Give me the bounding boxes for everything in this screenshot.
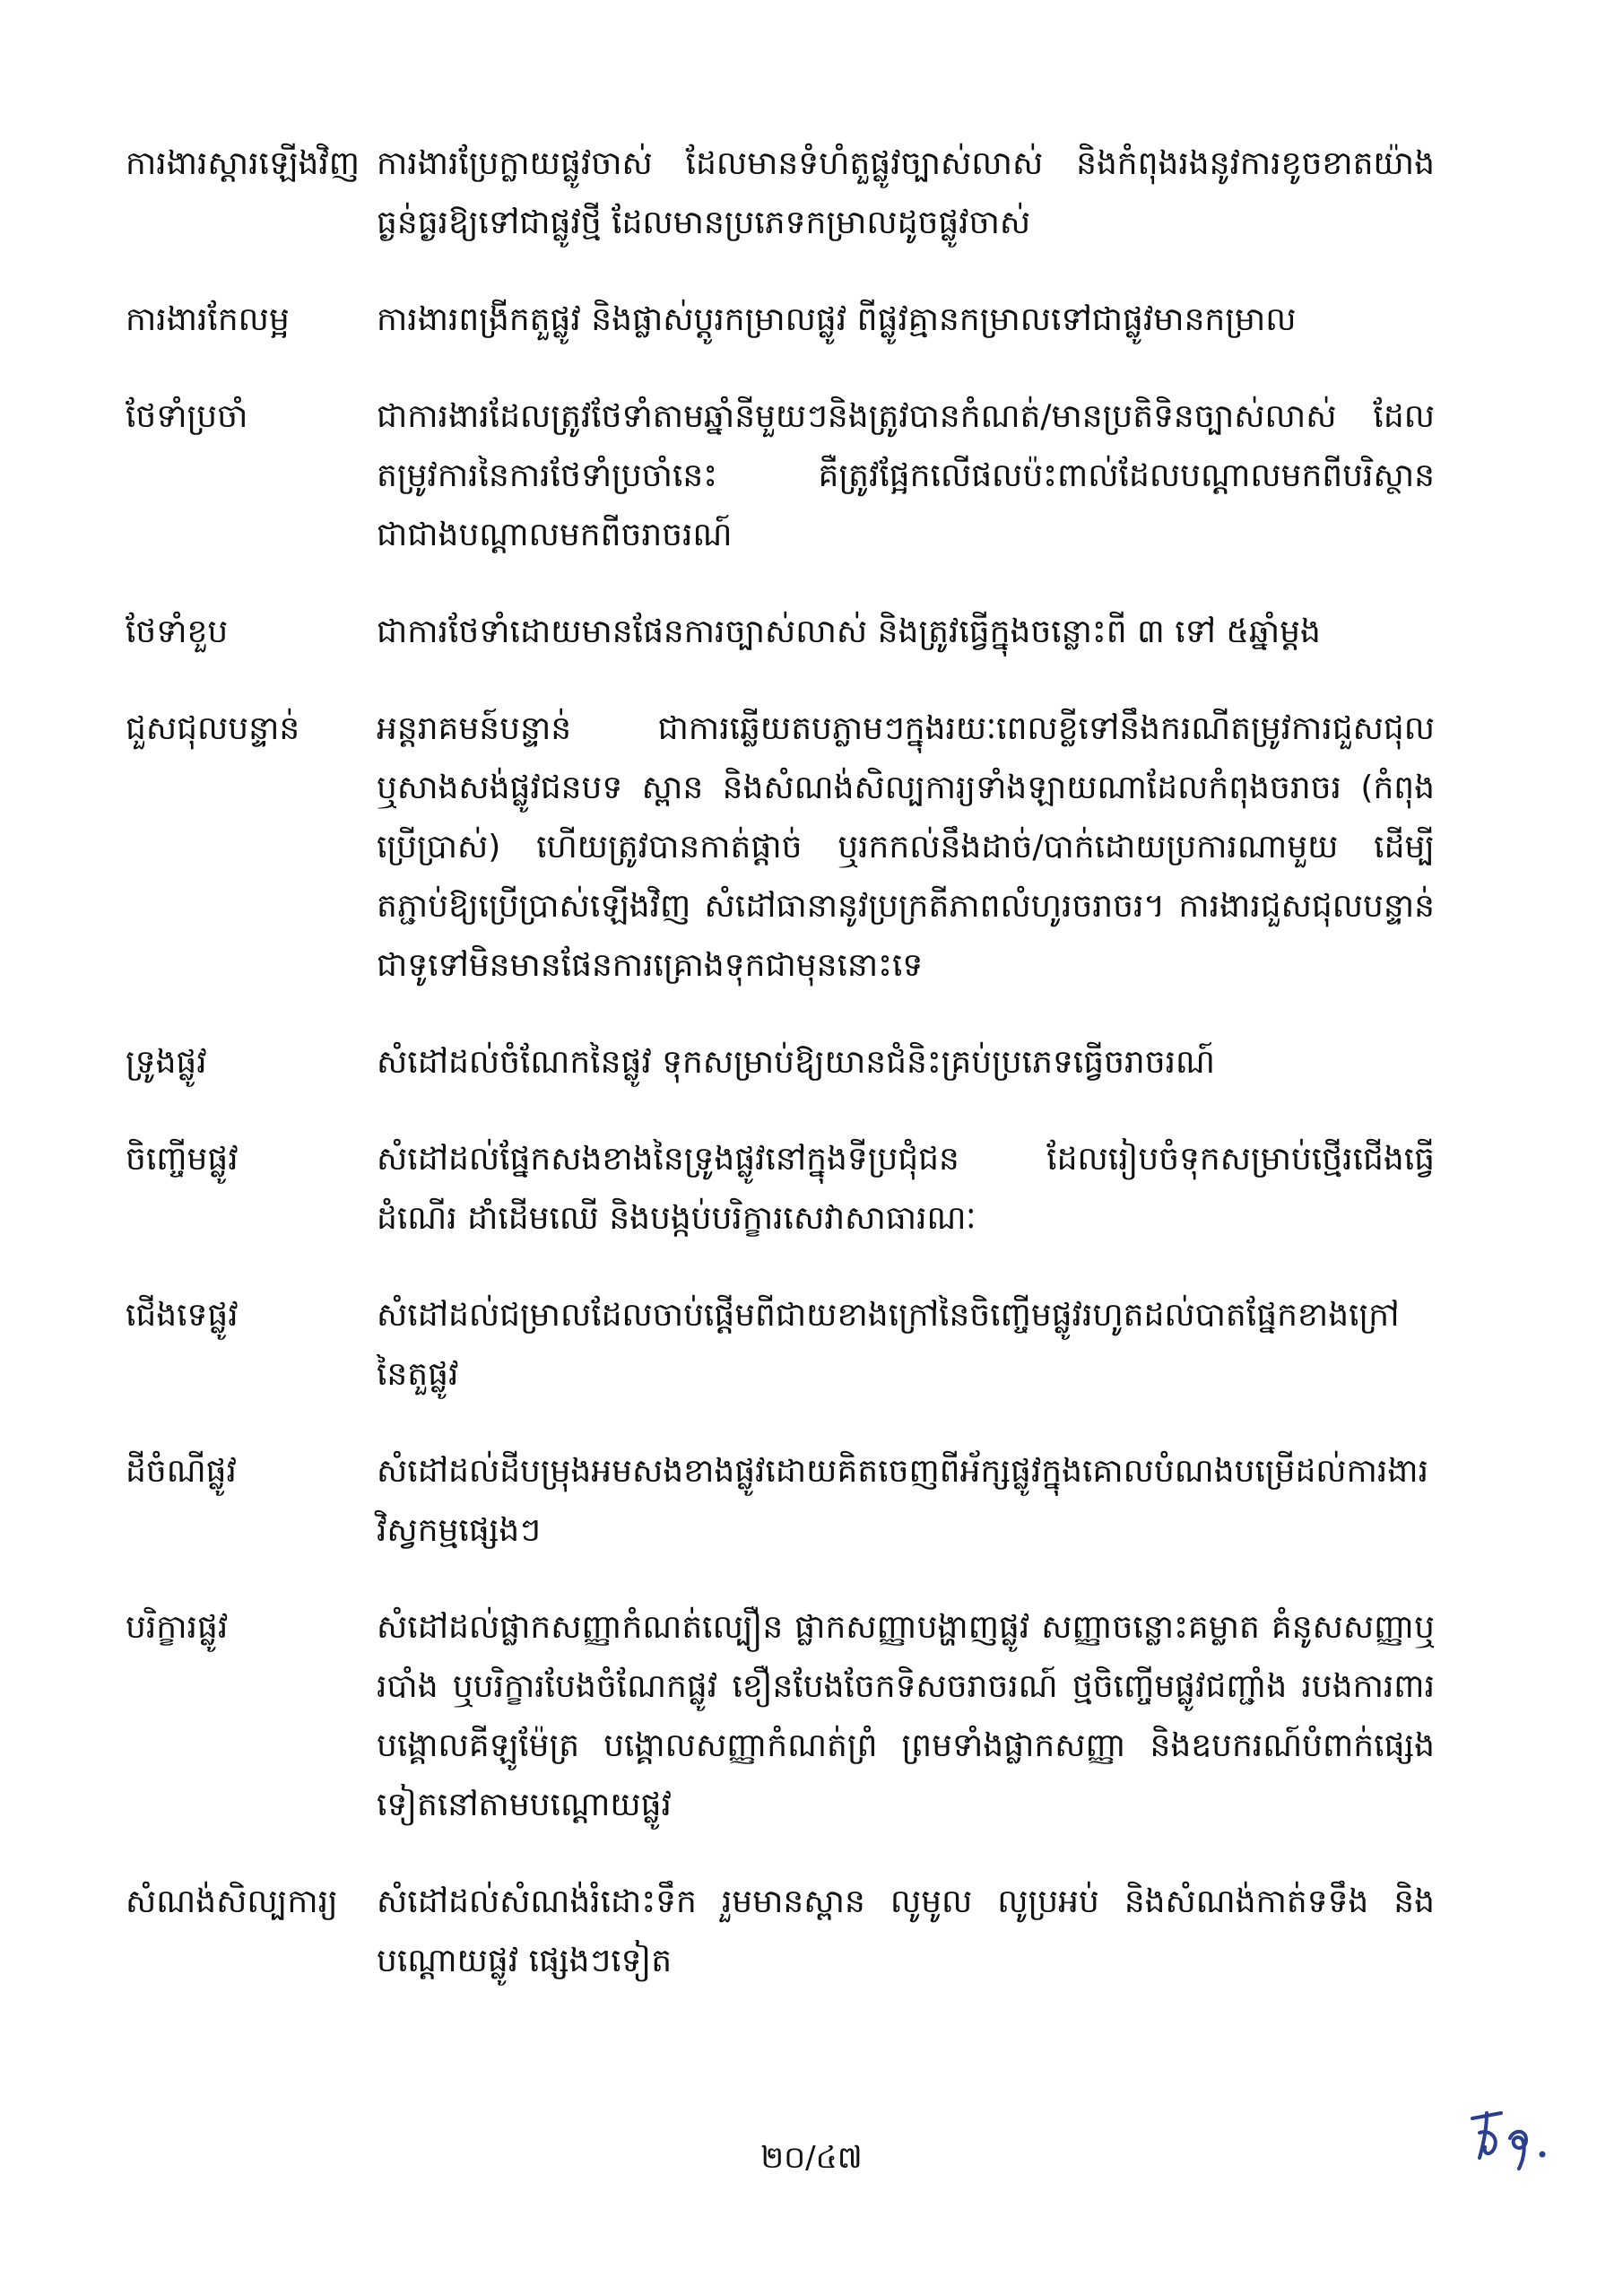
glossary-definition: អន្តរាគមន៍បន្ទាន់ ជាការឆ្លើយតបភ្លាមៗក្នុងរយៈពេលខ្លីទៅនឹងករណីតម្រូវការជួសជុល ឬសាងសង់ផ្លូវជនបទ ស្ពាន និងសំណង់សិល្បការ្យទាំងឡាយណាដែលកំពុងចរាចរ (កំពុងប្រើប្រាស់) ហើយត្រូវបានកាត់ផ្ដាច់ ឬរកកល់នឹងដាច់/បាក់ដោយប្រការណាមួយ ដើម្បីតភ្ជាប់ឱ្យប្រើប្រាស់ឡើងវិញ សំដៅធានានូវប្រក្រតីភាពលំហូរចរាចរ។ ការងារជួសជុលបន្ទាន់ជាទូទៅមិនមានផែនការគ្រោងទុកជាមុននោះទេ — [377, 710, 1435, 984]
glossary-definition: សំដៅដល់ផ្លាកសញ្ញាកំណត់ល្បឿន ផ្លាកសញ្ញាបង្ហាញផ្លូវ សញ្ញាចន្លោះគម្លាត គំនូសសញ្ញាឬរបាំង ឬបរិក្ខារបែងចំណែកផ្លូវ ខឿនបែងចែកទិសចរាចរណ៍ ថ្មចិញ្ចើមផ្លូវជញ្ជាំង របងការពារ បង្គោលគីឡូម៉ែត្រ បង្គោលសញ្ញាកំណត់ព្រំ ព្រមទាំងផ្លាកសញ្ញា និងឧបករណ៍បំពាក់ផ្សេងទៀតនៅតាមបណ្ដោយផ្លូវ — [377, 1609, 1435, 1823]
glossary-term: ថែទាំខួប — [126, 613, 229, 650]
glossary-term: សំណង់សិល្បការ្យ — [126, 1883, 338, 1920]
glossary-entry — [126, 1442, 1435, 1561]
glossary-definition: ជាការងារដែលត្រូវថែទាំតាមឆ្នាំនីមួយៗនិងត្រូវបានកំណត់/មានប្រតិទិនច្បាស់លាស់ ដែលតម្រូវការនៃការថែទាំប្រចាំនេះ គឺត្រូវផ្អែកលើផលប៉ះពាល់ដែលបណ្ដាលមកពីបរិស្ថាន ជាជាងបណ្ដាលមកពីចរាចរណ៍ — [377, 398, 1435, 553]
glossary-entry — [126, 603, 1435, 662]
glossary-term: បរិក្ខារផ្លូវ — [126, 1609, 229, 1646]
glossary-definition: ការងារពង្រីកតួផ្លូវ និងផ្លាស់ប្ដូរកម្រាលផ្លូវ ពីផ្លូវគ្មានកម្រាលទៅជាផ្លូវមានកម្រាល — [377, 301, 1297, 338]
glossary-entry — [126, 1598, 1435, 1835]
glossary-term: ចិញ្ចើមផ្លូវ — [126, 1141, 239, 1178]
glossary-definition: សំដៅដល់សំណង់រំដោះទឹក រួមមានស្ពាន លូមូល លូប្រអប់ និងសំណង់កាត់ទទឹង និងបណ្ដោយផ្លូវ ផ្សេងៗទៀត — [377, 1883, 1435, 1979]
glossary-list — [126, 135, 1435, 2029]
glossary-entry — [126, 387, 1435, 565]
glossary-definition: ការងារប្រែក្លាយផ្លូវចាស់ ដែលមានទំហំតួផ្លូវច្បាស់លាស់ និងកំពុងរងនូវការខូចខាតយ៉ាងធ្ងន់ធ្ងរឱ្យទៅជាផ្លូវថ្មី ដែលមានប្រភេទកម្រាលដូចផ្លូវចាស់ — [377, 145, 1435, 241]
glossary-definition: សំដៅដល់ដីបម្រុងអមសងខាងផ្លូវដោយគិតចេញពីអ័ក្សផ្លូវក្នុងគោលបំណងបម្រើដល់ការងារវិស្វកម្មផ្សេងៗ — [377, 1453, 1428, 1549]
glossary-entry — [126, 1130, 1435, 1248]
glossary-term: ជួសជុលបន្ទាន់ — [126, 710, 300, 747]
glossary-definition: សំដៅដល់ចំណែកនៃផ្លូវ ទុកសម្រាប់ឱ្យយានជំនិះគ្រប់ប្រភេទធ្វើចរាចរណ៍ — [377, 1044, 1215, 1081]
glossary-entry — [126, 291, 1435, 350]
glossary-term: ការងារកែលម្អ — [126, 301, 290, 338]
glossary-term: ទ្រូងផ្លូវ — [126, 1044, 207, 1081]
glossary-entry — [126, 700, 1435, 996]
handwritten-initials — [1460, 2102, 1567, 2183]
glossary-entry — [126, 1033, 1435, 1092]
page-number: ២០/៤៧ — [760, 2140, 863, 2176]
glossary-term: ថែទាំប្រចាំ — [126, 398, 248, 435]
glossary-term: ដីចំណីផ្លូវ — [126, 1453, 237, 1490]
glossary-definition: សំដៅដល់ជម្រាលដែលចាប់ផ្ដើមពីជាយខាងក្រៅនៃចិញ្ចើមផ្លូវរហូតដល់បាតផ្នែកខាងក្រៅនៃតួផ្លូវ — [377, 1297, 1400, 1393]
glossary-entry — [126, 1286, 1435, 1405]
glossary-entry — [126, 135, 1435, 253]
glossary-term: ការងារស្ដារឡើងវិញ — [126, 145, 360, 182]
glossary-term: ជើងទេផ្លូវ — [126, 1297, 239, 1334]
glossary-entry — [126, 1873, 1435, 1991]
glossary-definition: សំដៅដល់ផ្នែកសងខាងនៃទ្រូងផ្លូវនៅក្នុងទីប្រជុំជន ដែលរៀបចំទុកសម្រាប់ថ្មើរជើងធ្វើដំណើរ ដាំដើមឈើ និងបង្កប់បរិក្ខារសេវាសាធារណៈ — [377, 1141, 1435, 1237]
glossary-definition: ជាការថែទាំដោយមានផែនការច្បាស់លាស់ និងត្រូវធ្វើក្នុងចន្លោះពី ៣ ទៅ ៥ឆ្នាំម្ដង — [377, 613, 1321, 650]
